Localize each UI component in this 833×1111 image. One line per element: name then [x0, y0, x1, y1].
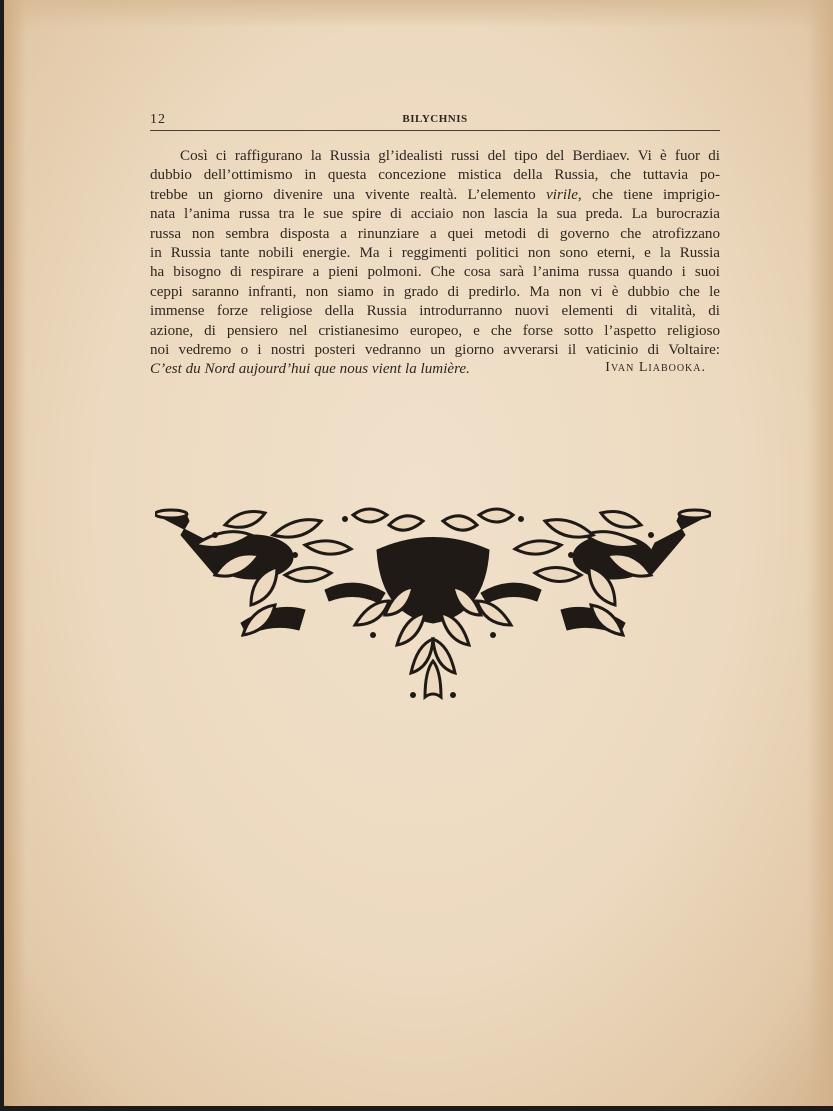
- text-line: ha bisogno di respirare a pieni polmoni. Che cosa sarà l’anima russa quando i suoi: [150, 264, 720, 281]
- text-line: dubbio dell’ottimismo in questa concezione mistica della Russia, che tuttavia po-: [150, 167, 720, 184]
- closing-quote-text: C’est du Nord aujourd’hui que nous vient la lumière.: [150, 361, 470, 378]
- text-line: [150, 186, 720, 205]
- text-line: azione, di pensiero nel cristianesimo europeo, e che forse sotto l’aspetto religioso: [150, 322, 720, 339]
- page-edge-shadow: [4, 0, 833, 28]
- text-line: ceppi saranno infranti, non siamo in grado di predirlo. Ma non vi è dubbio che le: [150, 283, 720, 300]
- page-edge-shadow: [807, 0, 833, 1106]
- text-line: immense forze religiose della Russia introdurranno nuovi elementi di vitalità, di: [150, 303, 720, 320]
- italic-word: virile: [546, 186, 578, 203]
- text-line: noi vedremo o i nostri posteri vedranno un giorno avverarsi il vaticinio di Voltaire:: [150, 342, 720, 359]
- laurel-garland-ornament-icon: [155, 505, 711, 705]
- author-signature: Ivan Liabooka.: [605, 360, 706, 375]
- article-body: [150, 147, 720, 380]
- text-line: russa non sembra disposta a rinunziare a quei metodi di governo che atrofizzano: [150, 225, 720, 242]
- page-edge-shadow: [4, 0, 26, 1106]
- text-segment: , che tiene imprigio-: [577, 186, 720, 203]
- running-head: [150, 112, 720, 132]
- page-number: 12: [150, 112, 166, 127]
- journal-title: BILYCHNIS: [402, 113, 468, 125]
- text-line: in Russia tante nobili energie. Ma i reggimenti politici non sono eterni, e la Russia: [150, 245, 720, 262]
- text-line: nata l’anima russa tra le sue spire di acciaio non lascia la sua preda. La burocrazia: [150, 206, 720, 223]
- text-segment: trebbe un giorno divenire una vivente realtà. L’elemento: [150, 186, 547, 203]
- text-line: Così ci raffigurano la Russia gl’idealisti russi del tipo del Berdiaev. Vi è fuor di: [180, 148, 720, 164]
- header-rule: [150, 130, 720, 131]
